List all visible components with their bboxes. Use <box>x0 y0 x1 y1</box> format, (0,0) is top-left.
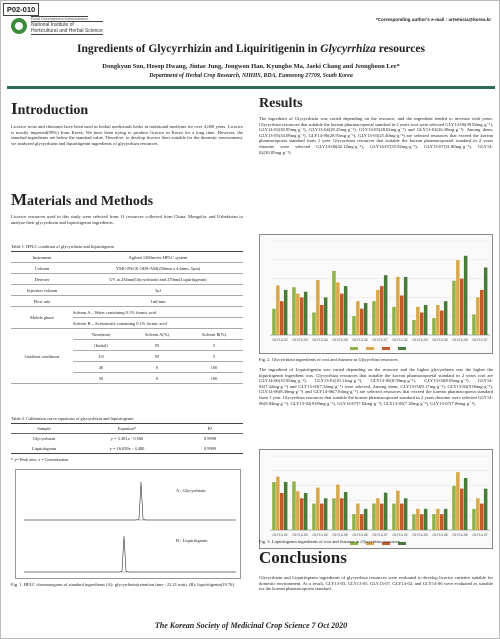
liquiritigenin-bar <box>396 491 400 530</box>
table-cell: Injection volumn <box>11 285 73 296</box>
glycyrrhizin-bar <box>460 279 464 335</box>
liquiritigenin-bar <box>484 489 488 530</box>
liquiritigenin-bar <box>480 504 484 530</box>
glycyrrhizin-bar <box>292 287 296 335</box>
glycyrrhizin-bar <box>276 285 280 335</box>
liquiritigenin-bar <box>316 488 320 530</box>
liquiritigenin-bar <box>416 509 420 530</box>
hplc-condition-table <box>11 251 243 384</box>
glycyrrhizin-bar <box>320 305 324 335</box>
glycyrrhizin-bar <box>360 309 364 335</box>
glycyrrhizin-bar <box>332 271 336 335</box>
glycyrrhizin-bar <box>356 301 360 335</box>
glycyrrhizin-bar <box>476 297 480 335</box>
table-row <box>11 307 243 318</box>
glycyrrhizin-bar <box>380 286 384 335</box>
table-cell: 95 <box>129 351 185 362</box>
header-divider <box>7 86 495 89</box>
liquiritigenin-bar <box>384 493 388 530</box>
glycyrrhizin-bar <box>364 303 368 335</box>
liquiritigenin-bar <box>460 489 464 530</box>
results-text-liquiritigenin: The ingredient of Liquiritigenin was varied depending on the resource and the higher glycyrrhizin was the higher the liquiritigenin ingredient was. Glycyrrhiza resources that suitable the korean pharmacopoeial standard in 2 years root are GLY14-06(10.95mg·g⁻¹), GLY13-02(10.11mg·g⁻¹), GLY13-05(8.59mg·g⁻¹), GLY13-04(8.03mg·g⁻¹), GLY14-02(7.42mg·g⁻¹) and GLY13-03(7.34mg·g⁻¹) were selected. Among them, GLY13-03(9.17mg·g⁻¹), GLY13-02(9.06mg·g⁻¹), GLY14-06(8.36mg·g⁻¹) and GLY14-06(7.84mg·g⁻¹) are selected resources that exceed the korean pharmacopoeia standard from 1 year. Glycyrrhiza resources that suitable the korean pharmacopoeial standard in 2 years rhizome were selected GLY14-06(9.84mg·g⁻¹), GLY13-02(9.09mg·g⁻¹), GLY14-07(7.82mg·g⁻¹), GLY13-05(7.20mg·g⁻¹), GLY13-07(7.06mg·g⁻¹). <box>259 367 493 406</box>
glycyrrhizin-category-label: GLY14-02 <box>392 338 408 342</box>
glycyrrhizin-bar <box>436 305 440 335</box>
table-cell: 0 <box>129 362 185 373</box>
glycyrrhizin-bar <box>484 267 488 335</box>
glycyrrhizin-bar <box>456 260 460 335</box>
glycyrrhizin-bar <box>344 286 348 335</box>
glycyrrhizin-bar <box>432 318 436 335</box>
glycyrrhizin-bar <box>284 290 288 335</box>
glycyrrhizin-category-label: GLY13-06 <box>352 338 368 342</box>
table-cell: 100 <box>185 362 243 373</box>
glycyrrhizin-legend-swatch <box>350 347 358 350</box>
introduction-heading: Introduction <box>11 99 89 118</box>
liquiritigenin-bar <box>340 498 344 530</box>
glycyrrhizin-bar <box>472 314 476 335</box>
liquiritigenin-bar <box>300 498 304 530</box>
table-cell: 0.9999 <box>203 445 217 451</box>
liquiritigenin-bar <box>452 486 456 530</box>
figure3-caption: Fig. 3. Liquiritigenin ingredients of root and rhizome in Glycyrrhiza resources <box>259 539 400 544</box>
liquiritigenin-bar <box>276 477 280 530</box>
table-cell: 5 <box>185 340 243 351</box>
glycyrrhizin-category-label: GLY13-03 <box>292 338 308 342</box>
glycyrrhizin-bar <box>336 282 340 335</box>
poster-id-badge: P02-010 <box>3 3 39 16</box>
liquiritigenin-bar <box>444 509 448 530</box>
liquiritigenin-bar <box>464 478 468 530</box>
glycyrrhizin-bar <box>372 301 376 335</box>
calibration-table <box>11 423 243 454</box>
liquiritigenin-bar <box>400 504 404 530</box>
glycyrrhizin-bar <box>272 309 276 335</box>
liquiritigenin-bar <box>424 509 428 530</box>
poster-title: Ingredients of Glycyrrhizin and Liquiritigenin in Glycyrrhiza resources <box>77 43 425 55</box>
glycyrrhizin-bar <box>296 294 300 335</box>
methods-heading: Materials and Methods <box>11 190 154 209</box>
table-header: Sample <box>11 424 77 434</box>
liquiritigenin-category-label: GLY13-04 <box>312 533 328 537</box>
results-heading: Results <box>259 96 303 111</box>
liquiritigenin-bar <box>312 504 316 530</box>
glycyrrhizin-bar <box>384 275 388 335</box>
table-cell: 50 <box>73 373 129 384</box>
figure2-glycyrrhizin-chart <box>259 234 493 354</box>
liquiritigenin-bar <box>324 498 328 530</box>
org-name: National Institute of Horticultural and Herbal Science <box>31 22 103 34</box>
table-cell: Instrument <box>11 252 73 263</box>
glycyrrhizin-bar <box>452 281 456 335</box>
glycyrrhizin-bar <box>316 280 320 335</box>
glycyrrhizin-category-label: GLY13-04 <box>312 338 328 342</box>
table-cell: 0 <box>129 373 185 384</box>
table1-caption: Table 1. HPLC condition of glycyrrhizin and liquiritigenin <box>11 244 114 249</box>
glycyrrhizin-bar <box>440 311 444 335</box>
liquiritigenin-bar <box>344 492 348 530</box>
chromatogram-b-label: B : Liquiritigenin <box>176 538 208 543</box>
table-cell: y = 3.381x - 0.566 <box>110 436 144 442</box>
table-cell: 100 <box>185 373 243 384</box>
liquiritigenin-bar <box>472 509 476 530</box>
liquiritigenin-bar <box>432 514 436 530</box>
liquiritigenin-bar <box>476 498 480 530</box>
introduction-text: Licorice roots and rhizomes have been used as herbal medicinals herbs in traditional medicine for over 4,000 years. Licorice is mostly imported(99%) from Korea. We have been trying to produce licorice in Korea for a long time. However, the standard ingredients are below the standard value. Therefore, to develop licorice lines suitable for the domestic environment, we analyzed glycyrrhizin and liquiritigenin ingredients of glycyrrhiza resources. <box>11 124 243 146</box>
table-row <box>11 424 243 434</box>
liquiritigenin-bar <box>364 509 368 530</box>
glycyrrhizin-legend-swatch <box>366 347 374 350</box>
liquiritigenin-bar <box>304 493 308 530</box>
glycyrrhizin-bar <box>480 290 484 335</box>
glycyrrhizin-bar <box>396 277 400 335</box>
methods-text: Licorice resources used in this study were selected from 11 resources collected from China, Mongolia, and Uzbekistan to analyze their glycyrrhizin and liquiritigenin ingredients. <box>11 214 243 225</box>
table-cell: 5 <box>185 351 243 362</box>
table-cell: 95 <box>129 340 185 351</box>
table-row <box>11 263 243 274</box>
glycyrrhizin-category-label: GLY14-06 <box>452 338 468 342</box>
table-header: Equation¹⁾ <box>77 424 177 434</box>
glycyrrhizin-bar <box>352 316 356 335</box>
glycyrrhizin-bar <box>324 297 328 335</box>
table-header: Solvent A(%) <box>129 329 185 340</box>
table-cell: YMC-PACK ODS-AM(250mm x 4.6mm, 5μm) <box>73 263 243 274</box>
figure1-caption: Fig. 1. HPLC chromatogram of standard ingredients (A): glycyrrhizin(retention time : 23.21 min), (B): liquiritigenin(19.76) <box>11 582 234 587</box>
liquiritigenin-bar <box>356 504 360 530</box>
affiliation: Department of Herbal Crop Research, NIHHS, RDA, Eumseong 27709, South Korea <box>149 73 353 79</box>
liquiritigenin-bar <box>352 514 356 530</box>
table-cell: Glycyrrhizin <box>32 436 56 442</box>
glycyrrhizin-category-label: GLY13-07 <box>372 338 388 342</box>
conclusions-heading: Conclusions <box>259 548 347 567</box>
table-row <box>11 434 243 444</box>
liquiritigenin-bar <box>420 514 424 530</box>
liquiritigenin-bar <box>296 491 300 530</box>
liquiritigenin-bar <box>280 493 284 530</box>
table-cell: Column <box>11 263 73 274</box>
table-cell: Gradient conditions <box>11 329 73 384</box>
liquiritigenin-bar <box>392 504 396 530</box>
table-cell: Flow rate <box>11 296 73 307</box>
glycyrrhizin-bar-chart <box>260 235 494 355</box>
liquiritigenin-category-label: GLY13-05 <box>332 533 348 537</box>
glycyrrhizin-category-label: GLY13-02 <box>272 338 288 342</box>
table-row <box>11 329 243 340</box>
liquiritigenin-bar <box>292 482 296 530</box>
liquiritigenin-category-label: GLY13-07 <box>372 533 388 537</box>
glycyrrhizin-bar <box>304 292 308 335</box>
table-cell: 40 <box>73 362 129 373</box>
table2-footnote: ¹⁾ y= Peak area, x = Concentration <box>11 457 69 462</box>
liquiritigenin-bar <box>372 504 376 530</box>
figure2-caption: Fig. 2. Glycyrrhizin ingredients of root and rhizome in Glycyrrhiza resources <box>259 357 398 362</box>
corresponding-author: *Corresponding author's e-mail : artemisia@korea.kr <box>375 17 491 22</box>
glycyrrhizin-bar <box>444 301 448 335</box>
rda-logo-icon <box>11 18 27 34</box>
org-line-1: Rural Development Administration <box>31 17 89 21</box>
glycyrrhizin-bar <box>280 301 284 335</box>
figure3-liquiritigenin-chart <box>259 449 493 549</box>
table2-caption: Table 2. Calibration curve equations of glycyrrhizin and liquiritigenin <box>11 416 134 421</box>
liquiritigenin-bar <box>456 472 460 530</box>
table-header: Time(min) <box>73 329 129 340</box>
conclusions-text: Glycyrrhizin and Liquiritigenin ingredients of glycyrrhiza resources were evaluated to develop licorice varieties suitable for domestic environment. As a result, GLY13-03, GLY13-05, GLY13-07, GLY14-02, and GLY14-06 were evaluated as suitable for the korean pharmacopoeia standard. <box>259 575 493 592</box>
liquiritigenin-category-label: GLY14-07 <box>472 533 488 537</box>
glycyrrhizin-bar <box>300 297 304 335</box>
glycyrrhizin-category-label: GLY14-03 <box>412 338 428 342</box>
table-cell: 3.0 <box>73 351 129 362</box>
glycyrrhizin-category-label: GLY13-05 <box>332 338 348 342</box>
table-header: R² <box>177 424 243 434</box>
liquiritigenin-bar <box>332 498 336 530</box>
liquiritigenin-bar <box>360 514 364 530</box>
glycyrrhizin-bar <box>420 312 424 335</box>
table-cell: Detecter <box>11 274 73 285</box>
liquiritigenin-bar <box>380 504 384 530</box>
liquiritigenin-bar <box>336 485 340 530</box>
glycyrrhizin-bar <box>400 296 404 335</box>
authors: Dongkyun Son, Hosop Hwang, Jintae Jung, Jongwon Han, Kyungho Ma, Jaeki Chang and Jeonghoon Lee* <box>102 63 400 70</box>
glycyrrhizin-bar <box>340 294 344 335</box>
table-cell: 1ml/min <box>73 296 243 307</box>
glycyrrhizin-category-label: GLY14-05 <box>432 338 448 342</box>
glycyrrhizin-bar <box>404 277 408 335</box>
liquiritigenin-bar <box>436 509 440 530</box>
liquiritigenin-category-label: GLY14-05 <box>432 533 448 537</box>
glycyrrhizin-bar <box>392 307 396 335</box>
liquiritigenin-bar <box>440 514 444 530</box>
glycyrrhizin-legend-swatch <box>382 347 390 350</box>
liquiritigenin-bar <box>412 514 416 530</box>
table-cell: (Initial) <box>73 340 129 351</box>
table-row <box>11 252 243 263</box>
glycyrrhizin-bar <box>376 290 380 335</box>
liquiritigenin-bar <box>376 498 380 530</box>
table-row <box>11 296 243 307</box>
table-header: Solvent B(%) <box>185 329 243 340</box>
table-cell: Solvent A – Water containing 0.1% formic acid <box>73 307 243 318</box>
glycyrrhizin-bar <box>412 320 416 335</box>
table-row <box>11 444 243 454</box>
liquiritigenin-category-label: GLY13-02 <box>272 533 288 537</box>
glycyrrhizin-bar <box>416 307 420 335</box>
glycyrrhizin-bar <box>424 305 428 335</box>
institute-logo <box>11 16 131 38</box>
table-cell: Solvent B – Acetonitrile containing 0.1% formic acid <box>73 318 243 329</box>
liquiritigenin-category-label: GLY14-02 <box>392 533 408 537</box>
liquiritigenin-bar-chart <box>260 450 494 550</box>
table-cell: Liquiritigenin <box>31 445 57 451</box>
footer-conference: The Korean Society of Medicinal Crop Science 7 Oct 2020 <box>154 621 348 630</box>
hplc-chromatogram-figure <box>15 469 241 579</box>
table-cell: 5μl <box>73 285 243 296</box>
table-cell: UV at 254nm(Glycyrrhizin) and 270nm(Liquiritigenin) <box>73 274 243 285</box>
table-cell: Agilent 1260series HPLC system <box>73 252 243 263</box>
table-row <box>11 285 243 296</box>
liquiritigenin-category-label: GLY14-06 <box>452 533 468 537</box>
liquiritigenin-category-label: GLY13-06 <box>352 533 368 537</box>
table-row <box>11 274 243 285</box>
liquiritigenin-category-label: GLY13-03 <box>292 533 308 537</box>
table-cell: y = 16.039x - 4.480 <box>109 445 145 451</box>
glycyrrhizin-bar <box>312 312 316 335</box>
chromatogram-a-label: A : Glycyrrhizin <box>176 488 206 493</box>
chromatogram-plot <box>16 470 242 580</box>
liquiritigenin-bar <box>284 482 288 530</box>
glycyrrhizin-category-label: GLY14-07 <box>472 338 488 342</box>
glycyrrhizin-bar <box>464 256 468 335</box>
liquiritigenin-category-label: GLY14-03 <box>412 533 428 537</box>
liquiritigenin-bar <box>320 504 324 530</box>
table-cell: Mobile phase <box>11 307 73 329</box>
results-text-glycyrrhizin: The ingredient of Glycyrrhizin was varied depending on the resource, and the ingredient tended to increase with years. Glycyrrhiza resources that suitable the korean pharmacopoeial standard in 2 years root were selected GLY14-06(39.82mg·g⁻¹), GLY14-02(30.95mg·g⁻¹), GLY13-04(29.25mg·g⁻¹), GLY13-05(28.02mg·g⁻¹) and GLY13-02(26.38mg·g⁻¹). Among them, GLY13-05(34.08mg·g⁻¹), GLY14-06(28.91mg·g⁻¹), GLY13-03(25.40mg·g⁻¹) are selected resources that exceed the korean pharmacopoeia standard from 1 year. Glycyrrhiza resources that suitable the korean pharmacopoeial standard in 2 years rhizome were selected GLY14-06(42.12mg·g⁻¹), GLY14-07(35.92mg·g⁻¹), GLY13-07(31.80mg·g⁻¹), GLY14-02(30.85mg·g⁻¹). <box>259 116 493 155</box>
liquiritigenin-bar <box>272 482 276 530</box>
table-cell: 0.9998 <box>203 436 217 442</box>
glycyrrhizin-legend-swatch <box>398 347 406 350</box>
liquiritigenin-bar <box>404 498 408 530</box>
